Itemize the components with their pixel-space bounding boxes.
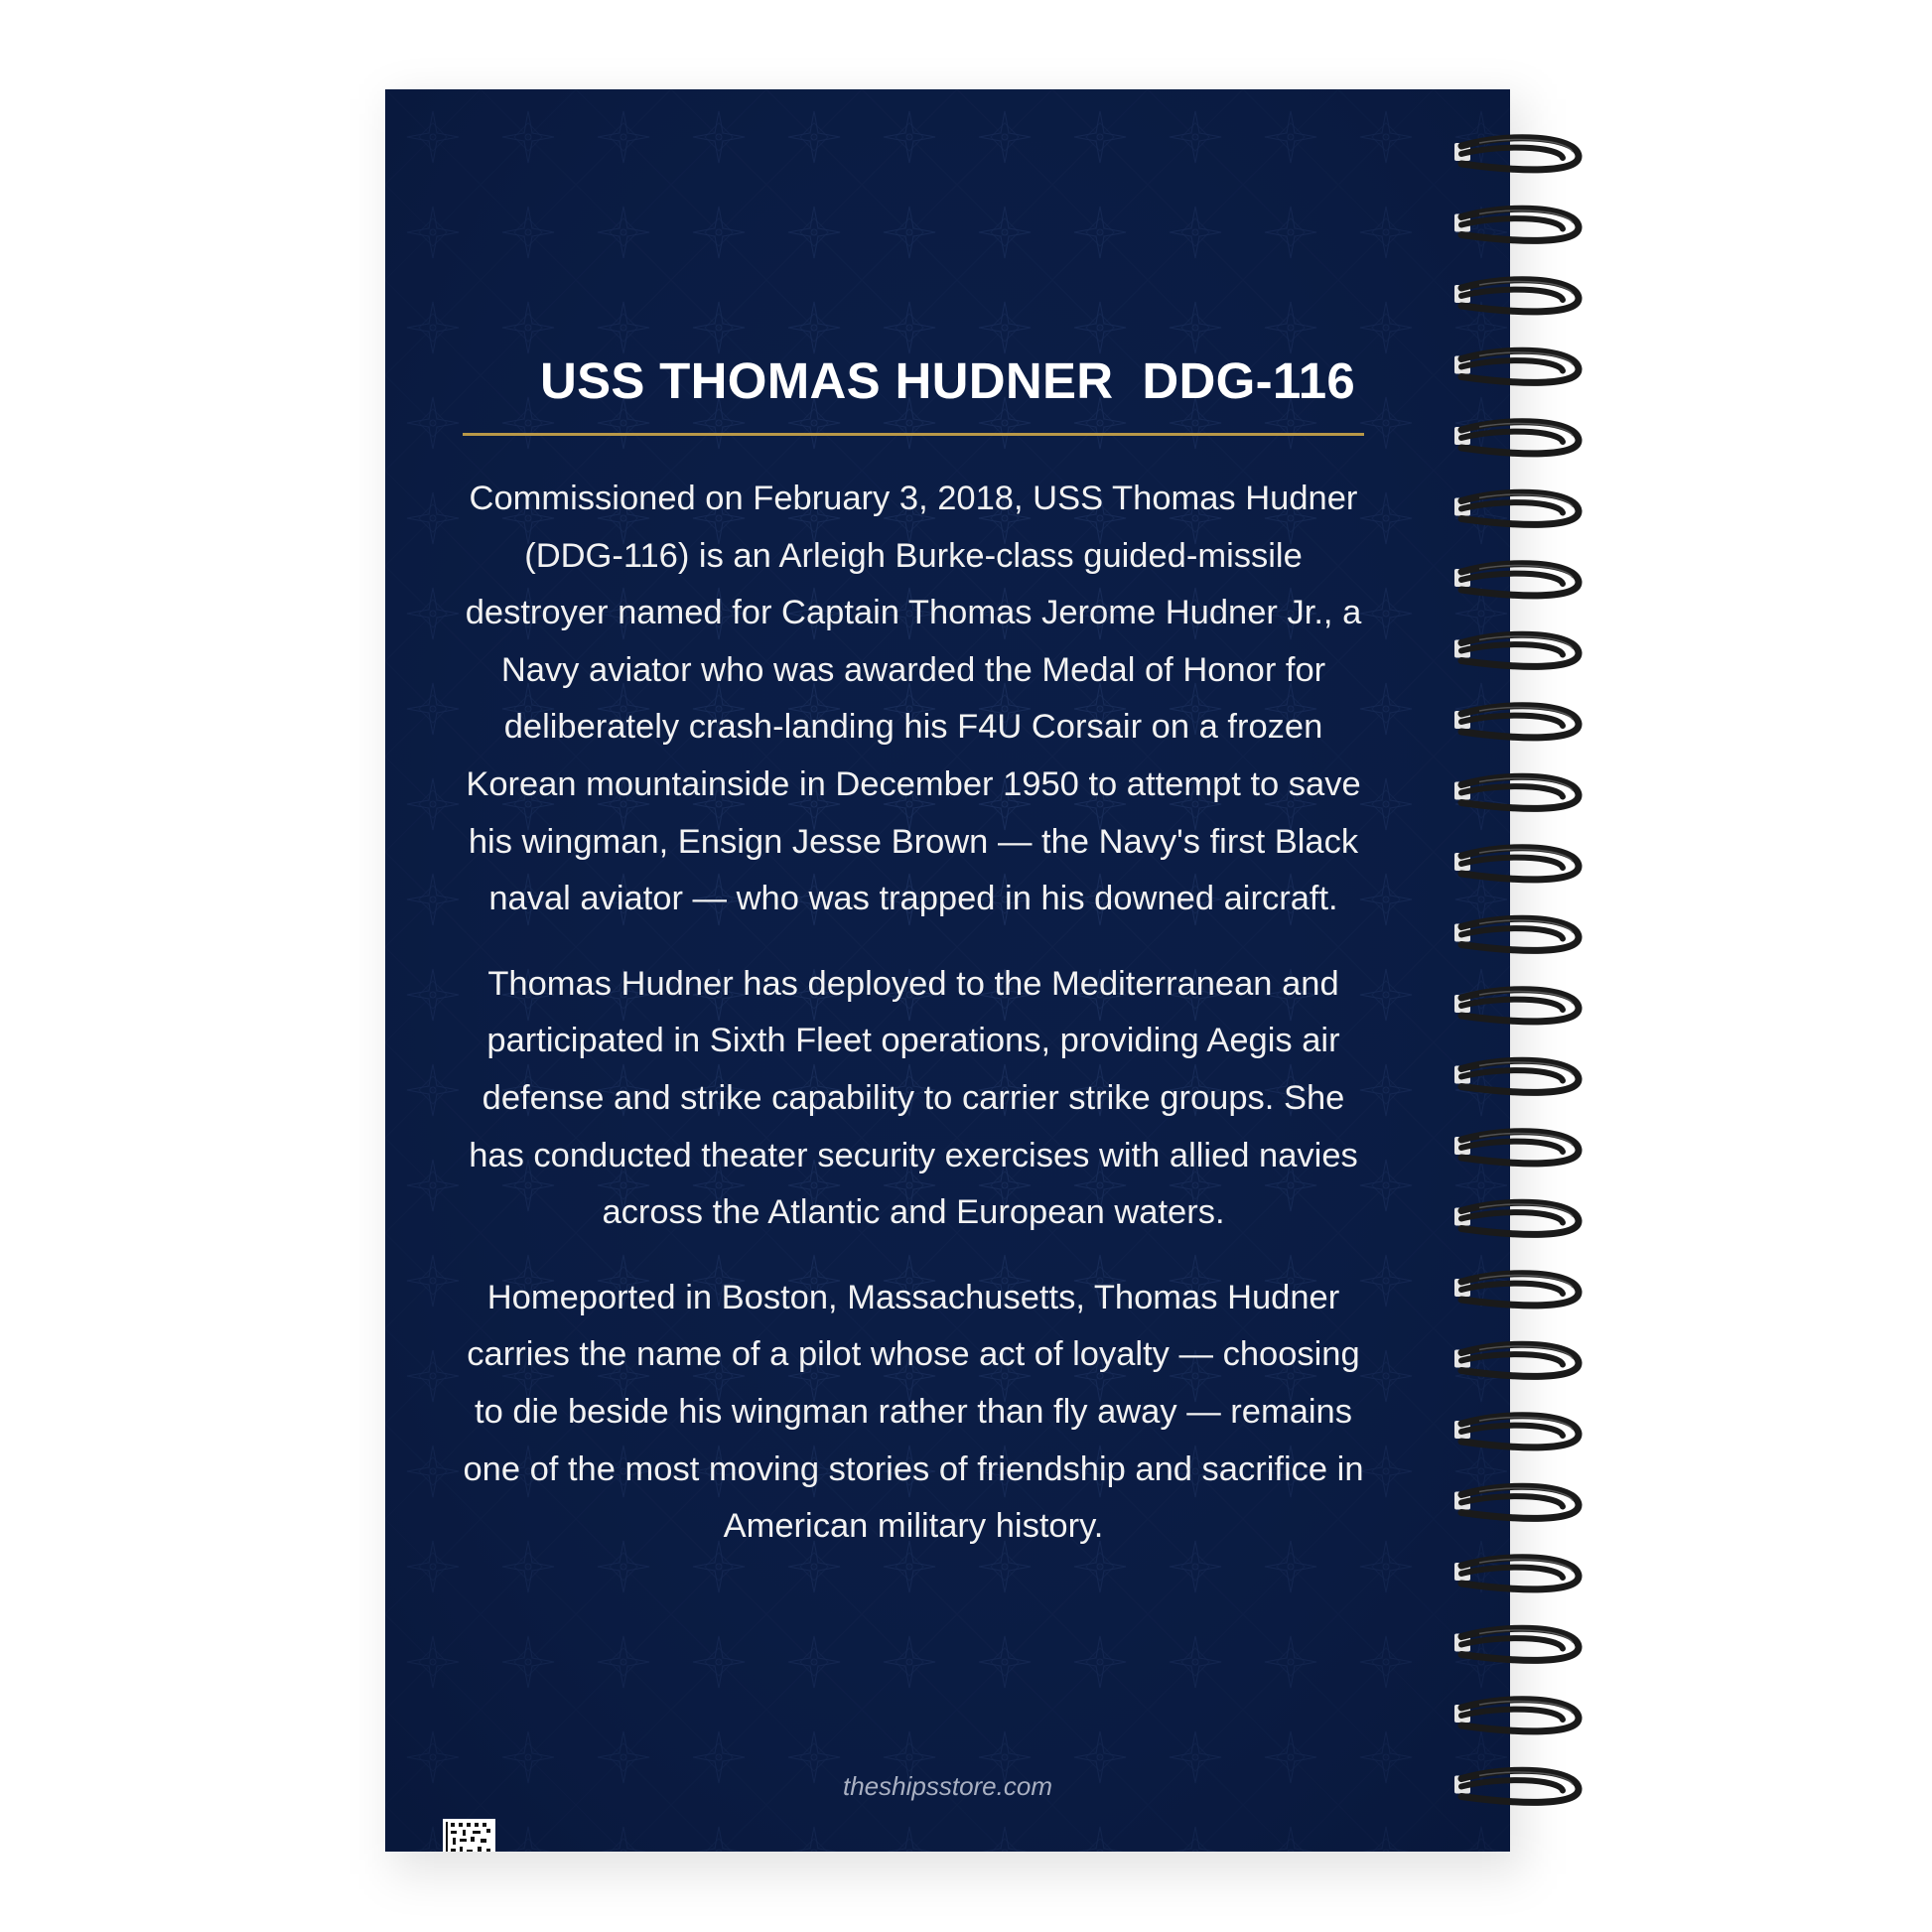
ship-title: USS THOMAS HUDNER DDG-116 [539,352,1356,409]
spiral-ring [1454,990,1579,1022]
spiral-ring [1454,918,1579,950]
spiral-ring [1454,564,1579,596]
ship-history-text [455,471,1372,1584]
spiral-ring [1454,280,1579,312]
spiral-ring [1454,1416,1579,1448]
spiral-ring [1454,1060,1579,1092]
spiral-ring [1454,1770,1579,1802]
spiral-ring [1454,208,1579,240]
spiral-ring [1454,1700,1579,1731]
spiral-ring [1454,1628,1579,1660]
spiral-ring [1454,1344,1579,1376]
data-matrix-code-icon [443,1819,495,1852]
history-paragraph-1: Commissioned on February 3, 2018, USS Thomas Hudner (DDG-116) is an Arleigh Burke-class guided-missile destroyer named for Captain Thomas Jerome Hudner Jr., a Navy aviator who was awarded the Medal of Honor for deliberately crash-landing his F4U Corsair on a frozen Korean mountainside in December 1950 to attempt to save his wingman, Ensign Jesse Brown — the Navy's first Black naval aviator — who was trapped in his downed aircraft. [465,480,1362,918]
spiral-ring [1454,776,1579,808]
spiral-ring [1454,350,1579,382]
spiral-ring [1454,1486,1579,1518]
title-divider [463,433,1364,436]
history-paragraph-2: Thomas Hudner has deployed to the Mediterranean and participated in Sixth Fleet operations, providing Aegis air defense and strike capability to carrier strike groups. She has conducted theater security exercises with allied navies across the Atlantic and European waters. [469,964,1358,1232]
spiral-binding [1440,127,1598,1815]
spiral-ring [1454,848,1579,880]
spiral-ring [1454,1558,1579,1589]
website-text: theshipsstore.com [843,1771,1052,1801]
spiral-ring [1454,1132,1579,1164]
spiral-ring [1454,634,1579,666]
spiral-ring [1454,706,1579,738]
notebook-back-cover [385,89,1510,1852]
spiral-ring [1454,1274,1579,1306]
spiral-ring [1454,492,1579,524]
spiral-ring [1454,138,1579,170]
history-paragraph-3: Homeported in Boston, Massachusetts, Thomas Hudner carries the name of a pilot whose act of loyalty — choosing to die beside his wingman rather than fly away — remains one of the most moving stories of friendship and sacrifice in American military history. [463,1278,1364,1546]
spiral-ring [1454,422,1579,454]
spiral-ring [1454,1202,1579,1234]
